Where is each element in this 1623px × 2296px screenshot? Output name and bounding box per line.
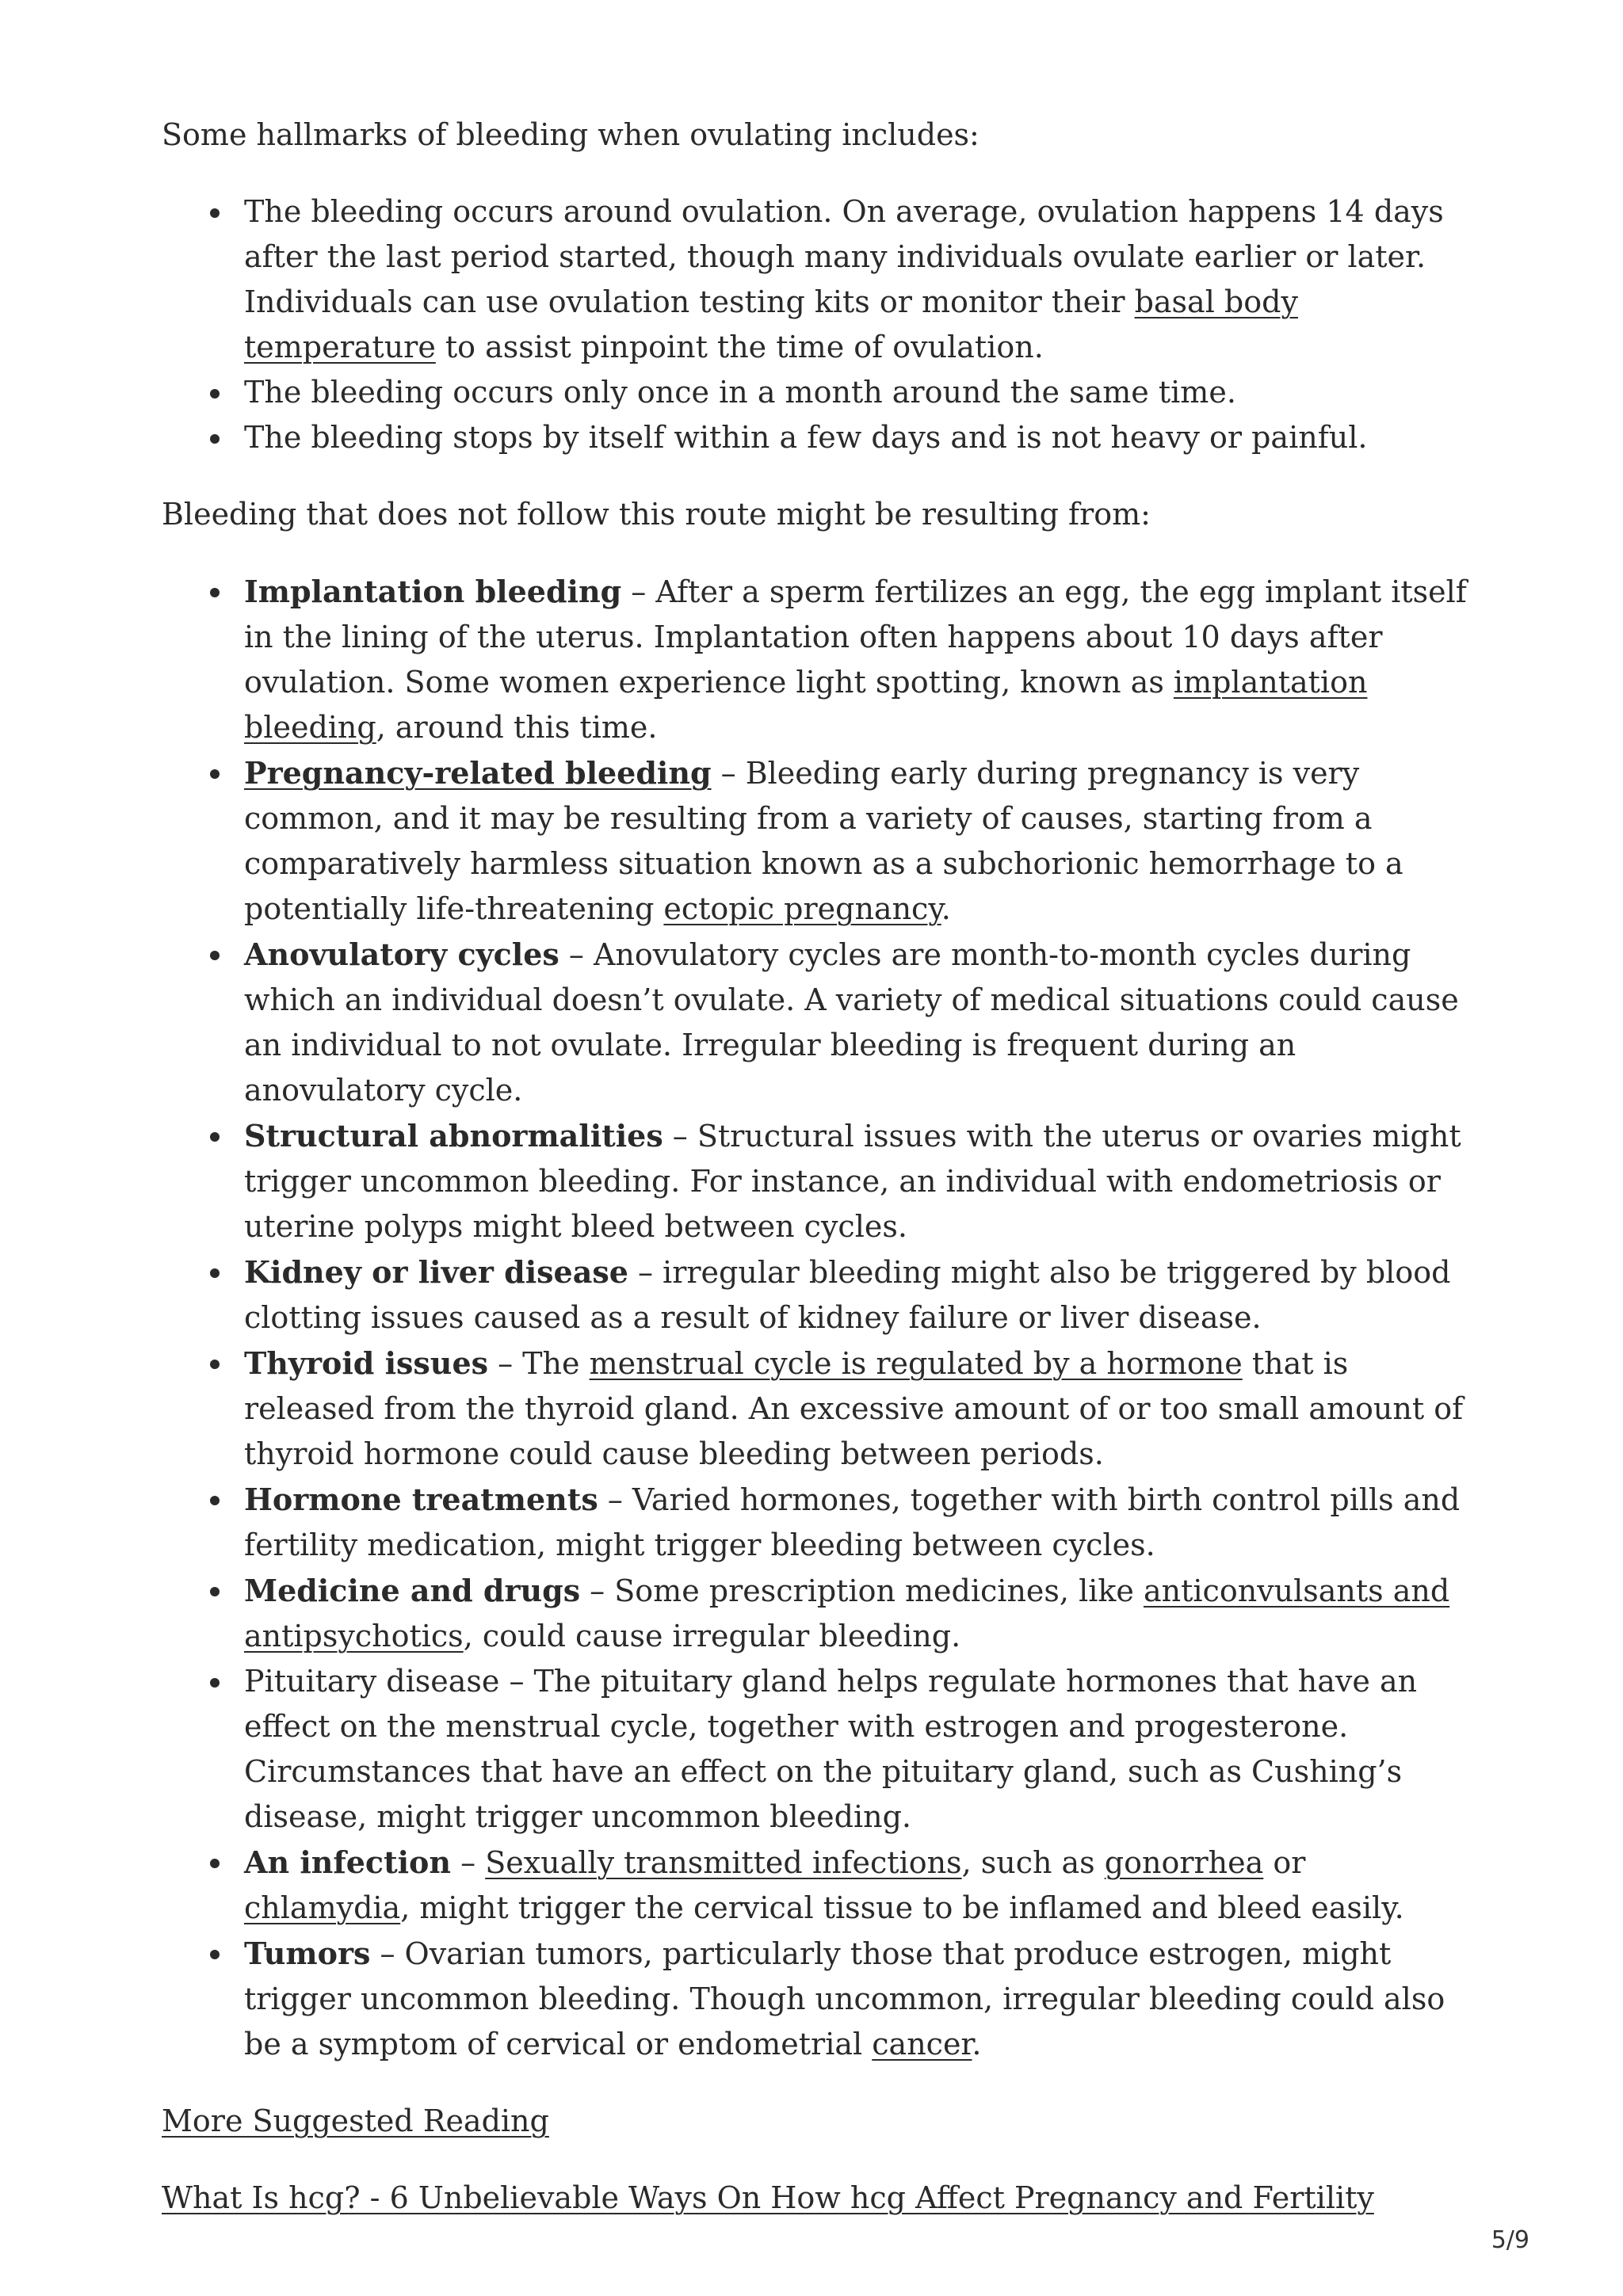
item-title: Anovulatory cycles [244, 936, 559, 972]
item-text: – The [488, 1346, 590, 1381]
list-item-thyroid [244, 1341, 1477, 1477]
item-title: Kidney or liver disease [244, 1254, 628, 1290]
item-title: Pregnancy-related bleeding [244, 755, 712, 791]
gonorrhea-link[interactable]: gonorrhea [1104, 1845, 1264, 1880]
list-item-infection [244, 1840, 1477, 1931]
item-text: or [1263, 1845, 1306, 1880]
item-text: . [972, 2027, 982, 2061]
list-item [244, 415, 1477, 460]
intro-paragraph: Some hallmarks of bleeding when ovulating includes: [162, 117, 980, 152]
list-item-tumors [244, 1931, 1477, 2067]
cancer-link[interactable]: cancer [872, 2027, 972, 2061]
item-text: , might trigger the cervical tissue to be inflamed and bleed easily. [400, 1890, 1404, 1925]
causes-intro-paragraph: Bleeding that does not follow this route might be resulting from: [162, 497, 1151, 532]
item-title: An infection [244, 1844, 452, 1880]
item-text: . [941, 891, 951, 926]
item-text: , such as [961, 1845, 1105, 1880]
anticonvulsants-link[interactable]: anticonvulsants and antipsychotics [244, 1573, 1450, 1653]
ectopic-pregnancy-link[interactable]: ectopic pregnancy [663, 891, 941, 926]
list-item-hormone [244, 1477, 1477, 1568]
list-item-pituitary [244, 1659, 1477, 1840]
page-number: 5/9 [1491, 2226, 1529, 2254]
document-body [162, 113, 1477, 2221]
item-text: – Some prescription medicines, like [580, 1573, 1144, 1608]
item-text: – Ovarian tumors, particularly those that produce estrogen, might trigger uncommon bleeding. Though uncommon, irregular bleeding could also be a symptom of cervical or endometrial [244, 1936, 1445, 2061]
bleeding-causes-list [162, 569, 1477, 2067]
item-text: – irregular bleeding might also be triggered by blood clotting issues caused as a result of kidney failure or liver disease. [244, 1255, 1451, 1335]
item-title: Structural abnormalities [244, 1118, 663, 1154]
ovulation-hallmarks-list [162, 189, 1477, 460]
list-item [244, 189, 1477, 370]
list-item-kidney [244, 1249, 1477, 1341]
pregnancy-related-bleeding-link[interactable] [244, 756, 712, 791]
list-item-medicine [244, 1568, 1477, 1659]
more-suggested-reading-link[interactable]: More Suggested Reading [162, 2103, 549, 2138]
list-item-structural [244, 1113, 1477, 1249]
list-item-pregnancy [244, 750, 1477, 932]
list-item-implantation [244, 569, 1477, 750]
item-text: The bleeding occurs around ovulation. On average, ovulation happens 14 days after the last period started, though many individuals ovulate earlier or later. Individuals can use ovulation testing kits or monitor their [244, 194, 1444, 319]
item-text: – Structural issues with the uterus or ovaries might trigger uncommon bleeding. For instance, an individual with endometriosis or uterine polyps might bleed between cycles. [244, 1119, 1461, 1244]
item-text: to assist pinpoint the time of ovulation. [435, 330, 1044, 364]
list-item-anovulatory [244, 932, 1477, 1113]
item-text: – Varied hormones, together with birth control pills and fertility medication, might trigger bleeding between cycles. [244, 1482, 1461, 1562]
item-text: – Bleeding early during pregnancy is very common, and it may be resulting from a variety of causes, starting from a comparatively harmless situation known as a subchorionic hemorrhage to a potentially life-threatening [244, 756, 1403, 926]
item-text: Pituitary disease – The pituitary gland helps regulate hormones that have an effect on the menstrual cycle, together with estrogen and progesterone. Circumstances that have an effect on the pituitary gland, such as Cushing’s disease, might trigger uncommon bleeding. [244, 1664, 1418, 1834]
item-text: The bleeding stops by itself within a few days and is not heavy or painful. [244, 420, 1368, 455]
item-text: – [451, 1845, 486, 1880]
implantation-bleeding-link[interactable]: implantation bleeding [244, 665, 1368, 745]
item-text: , around this time. [376, 710, 658, 745]
list-item [244, 370, 1477, 415]
related-article-link[interactable]: What Is hcg? - 6 Unbelievable Ways On How hcg Affect Pregnancy and Fertility [162, 2180, 1374, 2215]
item-title: Medicine and drugs [244, 1573, 581, 1608]
basal-body-temperature-link[interactable]: basal body temperature [244, 284, 1298, 364]
item-text: – After a sperm fertilizes an egg, the egg implant itself in the lining of the uterus. Implantation often happens about 10 days after ovulation. Some women experience light spotting, known as [244, 574, 1467, 700]
item-title: Thyroid issues [244, 1345, 489, 1381]
sti-link[interactable]: Sexually transmitted infections [485, 1845, 962, 1880]
item-text: that is released from the thyroid gland. An excessive amount of or too small amount of thyroid hormone could cause bleeding between periods. [244, 1346, 1464, 1471]
item-title: Tumors [244, 1936, 371, 1971]
menstrual-cycle-hormone-link[interactable]: menstrual cycle is regulated by a hormone [589, 1346, 1243, 1381]
item-title: Implantation bleeding [244, 574, 622, 609]
item-text: – Anovulatory cycles are month-to-month cycles during which an individual doesn’t ovulate. A variety of medical situations could cause an individual to not ovulate. Irregular bleeding is frequent during an anovulatory cycle. [244, 937, 1459, 1108]
item-text: The bleeding occurs only once in a month around the same time. [244, 375, 1236, 410]
chlamydia-link[interactable]: chlamydia [244, 1890, 401, 1925]
item-title: Hormone treatments [244, 1482, 598, 1517]
item-text: , could cause irregular bleeding. [463, 1619, 961, 1653]
